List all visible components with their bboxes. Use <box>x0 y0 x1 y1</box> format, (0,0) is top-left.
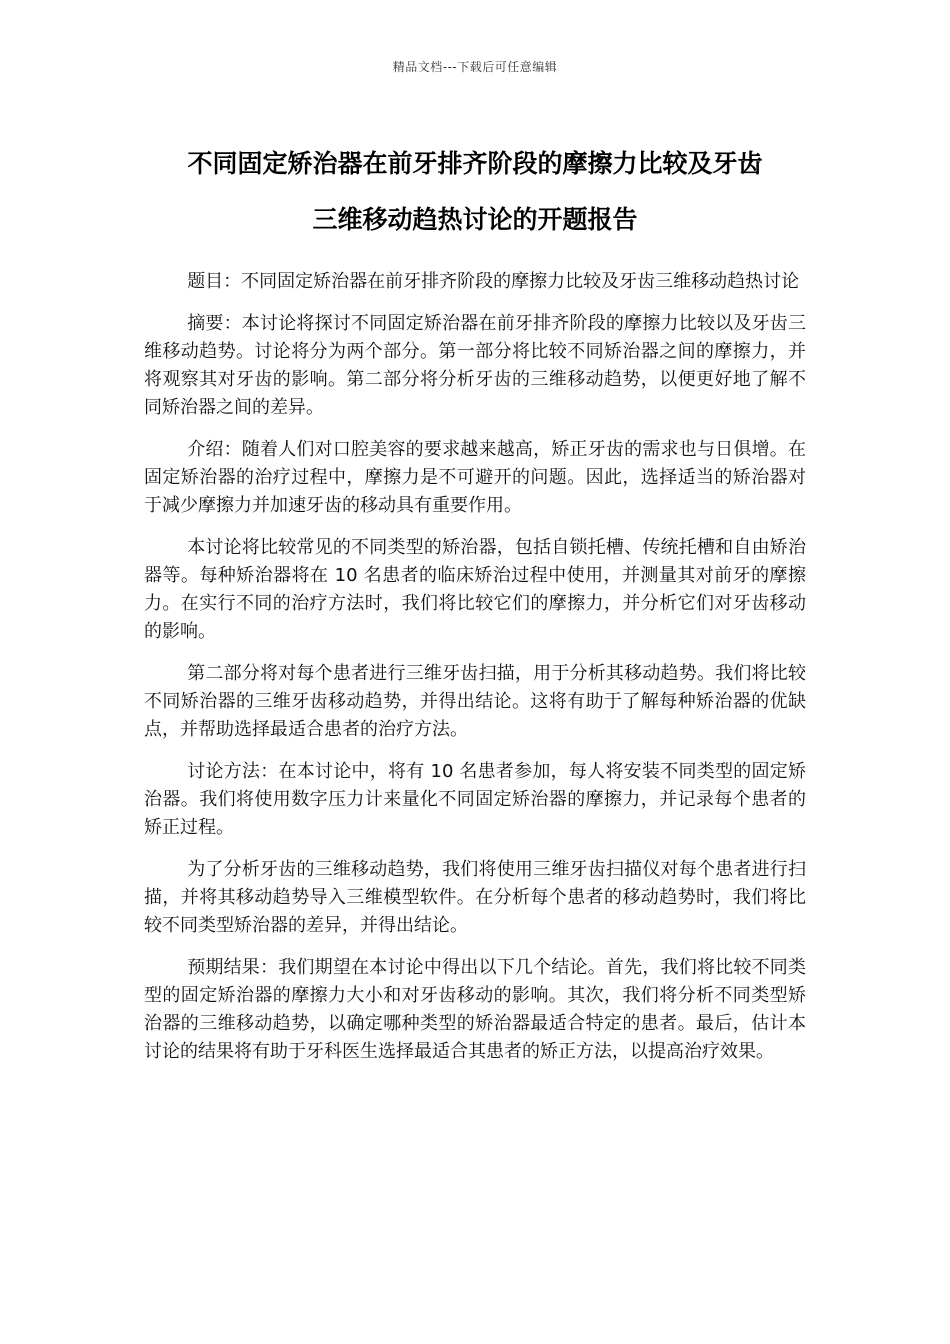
paragraph-expected-results: 预期结果：我们期望在本讨论中得出以下几个结论。首先，我们将比较不同类型的固定矫治器的摩擦力大小和对牙齿移动的影响。其次，我们将分析不同类型矫治器的三维移动趋势，以确定哪种类型的矫治器最适合特定的患者。最后，估计本讨论的结果将有助于牙科医生选择最适合其患者的矫正方法，以提高治疗效果。 <box>144 957 806 1062</box>
header-note: 精品文档---下载后可任意编辑 <box>392 60 558 74</box>
paragraph-methods: 讨论方法：在本讨论中，将有 10 名患者参加，每人将安装不同类型的固定矫治器。我们将使用数字压力计来量化不同固定矫治器的摩擦力，并记录每个患者的矫正过程。 <box>144 761 806 838</box>
document-body <box>144 268 806 1080</box>
paragraph-part-two: 第二部分将对每个患者进行三维牙齿扫描，用于分析其移动趋势。我们将比较不同矫治器的三维牙齿移动趋势，并得出结论。这将有助于了解每种矫治器的优缺点，并帮助选择最适合患者的治疗方法。 <box>144 663 806 740</box>
title-line-2: 三维移动趋热讨论的开题报告 <box>312 205 638 234</box>
paragraph-introduction: 介绍：随着人们对口腔美容的要求越来越高，矫正牙齿的需求也与日俱增。在固定矫治器的治疗过程中，摩擦力是不可避开的问题。因此，选择适当的矫治器对于减少摩擦力并加速牙齿的移动具有重要作用。 <box>144 439 806 516</box>
title-line-1: 不同固定矫治器在前牙排齐阶段的摩擦力比较及牙齿 <box>187 149 763 178</box>
paragraph-part-one: 本讨论将比较常见的不同类型的矫治器，包括自锁托槽、传统托槽和自由矫治器等。每种矫治器将在 10 名患者的临床矫治过程中使用，并测量其对前牙的摩擦力。在实行不同的治疗方法时，我们将比较它们的摩擦力，并分析它们对牙齿移动的影响。 <box>144 537 806 642</box>
paragraph-abstract: 摘要：本讨论将探讨不同固定矫治器在前牙排齐阶段的摩擦力比较以及牙齿三维移动趋势。讨论将分为两个部分。第一部分将比较不同矫治器之间的摩擦力，并将观察其对牙齿的影响。第二部分将分析牙齿的三维移动趋势，以便更好地了解不同矫治器之间的差异。 <box>144 313 806 418</box>
document-title <box>120 136 830 248</box>
paragraph-topic: 题目：不同固定矫治器在前牙排齐阶段的摩擦力比较及牙齿三维移动趋热讨论 <box>187 271 800 292</box>
paragraph-scanning: 为了分析牙齿的三维移动趋势，我们将使用三维牙齿扫描仪对每个患者进行扫描，并将其移动趋势导入三维模型软件。在分析每个患者的移动趋势时，我们将比较不同类型矫治器的差异，并得出结论。 <box>144 859 806 936</box>
